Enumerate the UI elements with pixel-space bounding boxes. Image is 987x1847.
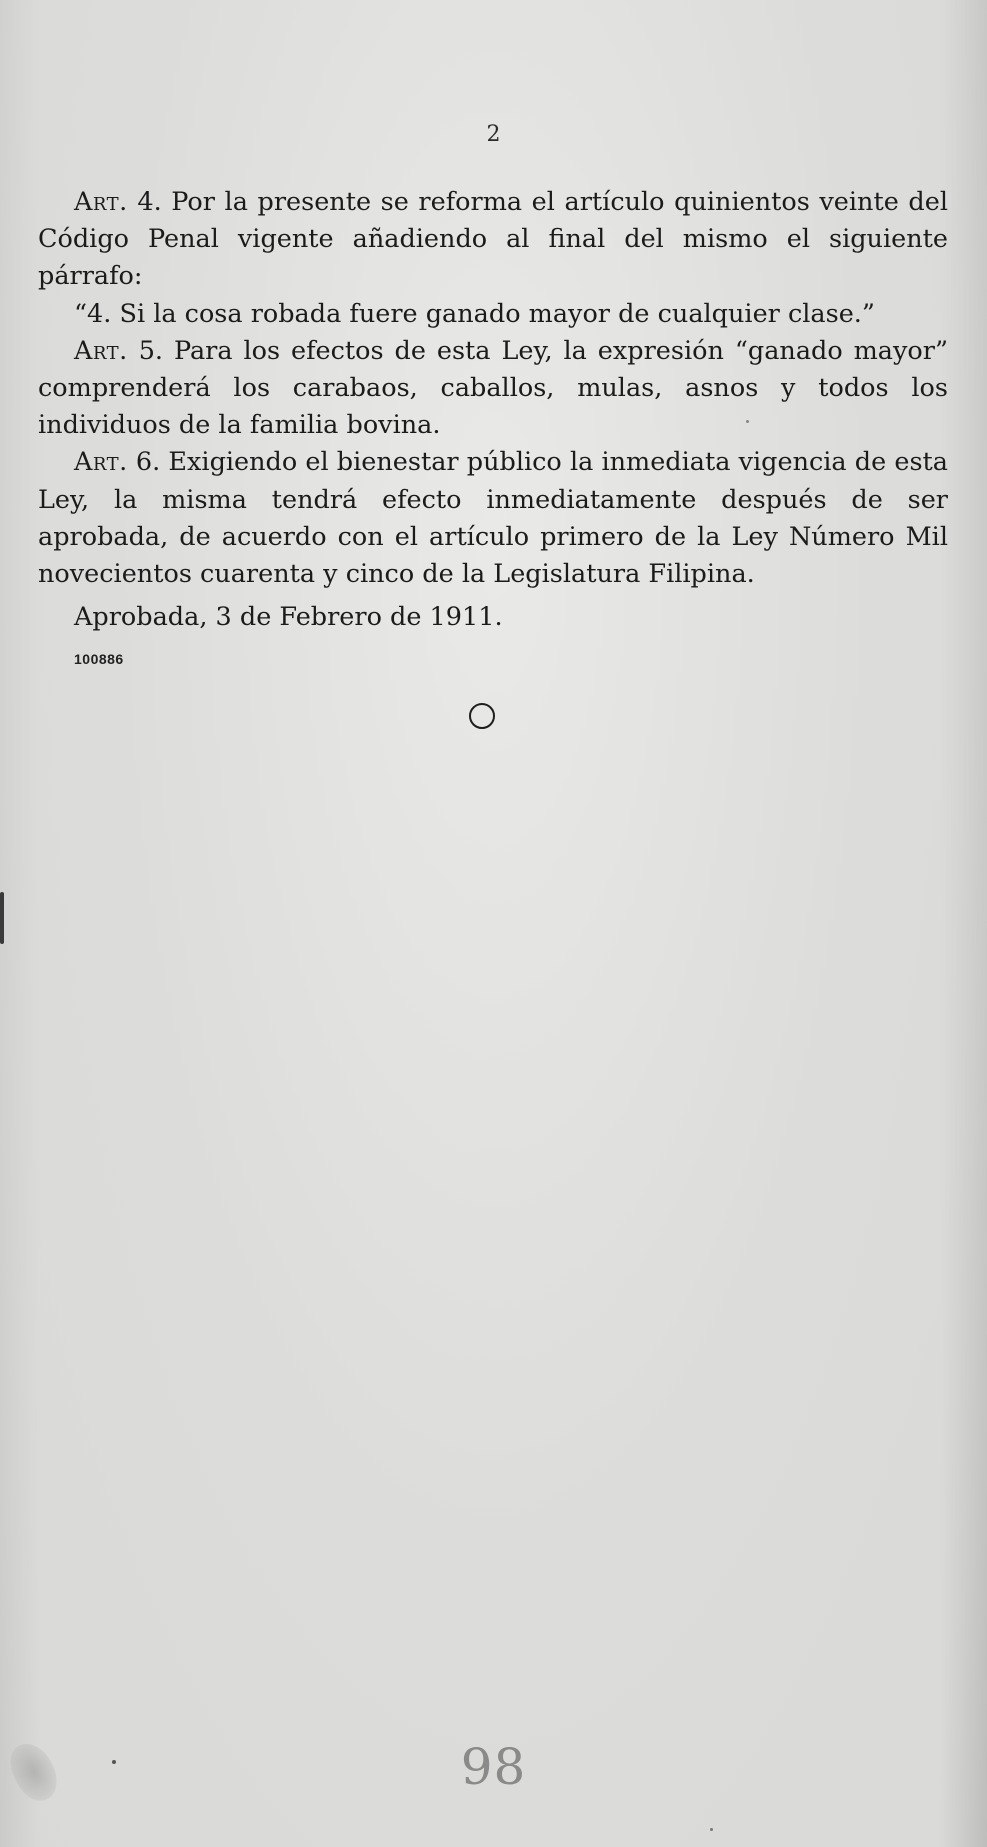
article-5-label: Art.	[74, 335, 128, 366]
law-text-body	[38, 184, 948, 636]
scan-speck	[746, 420, 749, 423]
article-4-paragraph	[38, 184, 948, 296]
article-4-text: 4. Por la presente se reforma el artículo quinientos veinte del Código Penal vigente añadiendo al final del mismo el siguiente párrafo:	[38, 187, 948, 292]
article-6-label: Art.	[74, 447, 128, 478]
end-of-text-circle-mark	[469, 703, 495, 729]
document-code: 100886	[74, 651, 124, 667]
bottom-page-number: 98	[460, 1738, 527, 1796]
article-5-text: 5. Para los efectos de esta Ley, la expresión “ganado mayor” comprenderá los carabaos, caballos, mulas, asnos y todos los individuos de la familia bovina.	[38, 335, 948, 441]
quoted-paragraph: “4. Si la cosa robada fuere ganado mayor de cualquier clase.”	[74, 298, 875, 329]
article-5-paragraph	[38, 333, 948, 445]
article-6-paragraph	[38, 444, 948, 593]
article-6-text: 6. Exigiendo el bienestar público la inmediata vigencia de esta Ley, la misma tendrá efecto inmediatamente después de ser aprobada, de acuerdo con el artículo primero de la Ley Número Mil novecientos cuarenta y cinco de la Legislatura Filipina.	[38, 447, 948, 590]
approval-date: Aprobada, 3 de Febrero de 1911.	[74, 602, 503, 633]
scan-edge-mark	[0, 892, 4, 944]
scan-speck	[710, 1828, 713, 1831]
article-4-label: Art.	[74, 187, 128, 217]
top-page-number: 2	[486, 122, 501, 147]
